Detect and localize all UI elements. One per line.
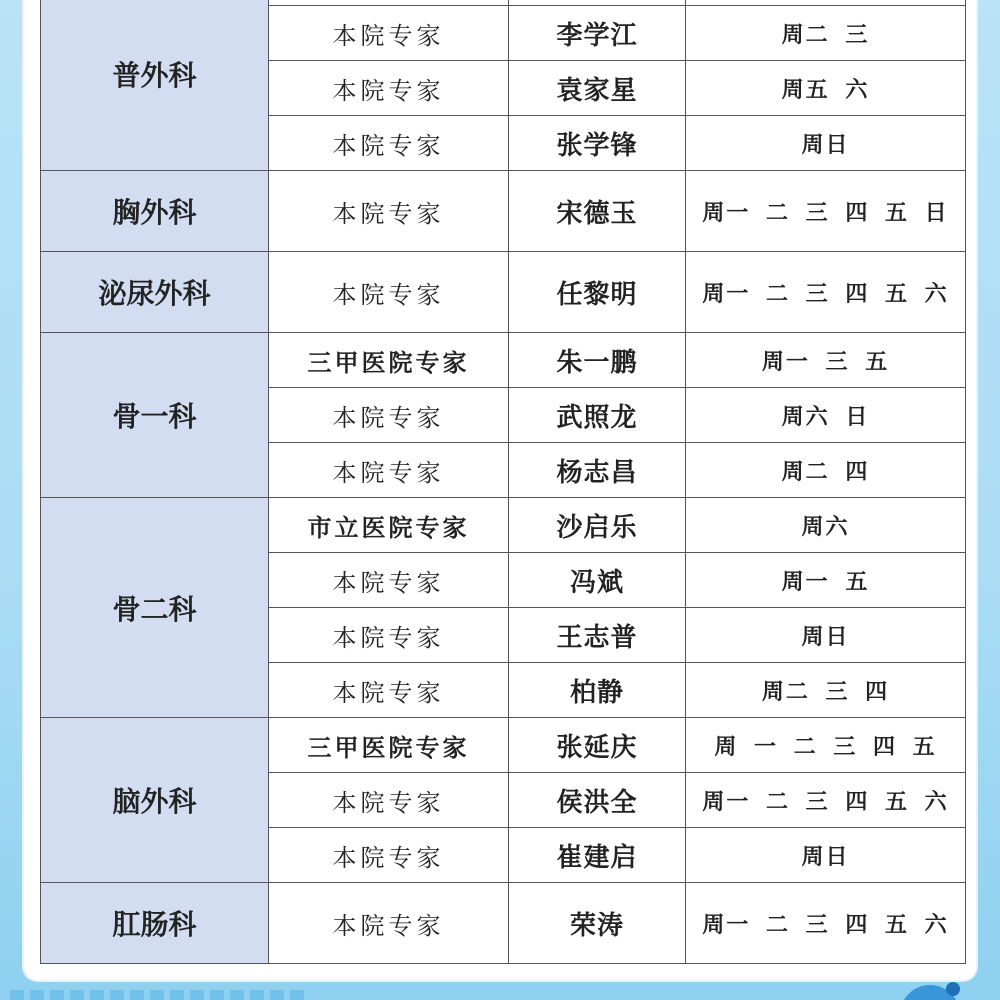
doctor-type-cell: 本院专家: [269, 663, 509, 718]
table-row: [41, 498, 966, 553]
department-cell: 泌尿外科: [41, 252, 269, 333]
corner-decoration-dot: [946, 982, 960, 996]
doctor-type-cell: 本院专家: [269, 171, 509, 252]
clinic-days-cell: 周一 三 五: [686, 333, 966, 388]
department-cell: 普外科: [41, 0, 269, 171]
clinic-days-cell: 周六 日: [686, 388, 966, 443]
clinic-days-cell: 周日: [686, 608, 966, 663]
doctor-name-cell: 张学锋: [509, 116, 686, 171]
doctor-type-cell: 市立医院专家: [269, 498, 509, 553]
doctor-name-cell: 王志普: [509, 608, 686, 663]
doctor-name-cell: 冯斌: [509, 553, 686, 608]
doctor-name-cell: 沙启乐: [509, 498, 686, 553]
department-cell: 骨二科: [41, 498, 269, 718]
doctor-name-cell: 武照龙: [509, 388, 686, 443]
clinic-days-cell: 周二 四: [686, 443, 966, 498]
doctor-name-cell: 李学江: [509, 6, 686, 61]
clinic-days-cell: 周一 二 三 四 五 六: [686, 883, 966, 964]
doctor-type-cell: 三甲医院专家: [269, 333, 509, 388]
clinic-days-cell: 周一 二 三 四 五 日: [686, 171, 966, 252]
clinic-days-cell: 周日: [686, 828, 966, 883]
footer-decoration: [10, 990, 310, 1000]
doctor-type-cell: 本院专家: [269, 388, 509, 443]
clinic-days-cell: 周 一 二 三 四 五: [686, 718, 966, 773]
doctor-type-cell: 本院专家: [269, 773, 509, 828]
table-row: [41, 252, 966, 333]
clinic-days-cell: 周六: [686, 498, 966, 553]
doctor-type-cell: 本院专家: [269, 6, 509, 61]
doctor-name-cell: 荣涛: [509, 883, 686, 964]
doctor-type-cell: 本院专家: [269, 828, 509, 883]
doctor-type-cell: 本院专家: [269, 553, 509, 608]
table-row: [41, 333, 966, 388]
clinic-days-cell: 周一 二 三 四 五 六: [686, 252, 966, 333]
clinic-days-cell: 周五 六: [686, 61, 966, 116]
table-row: [41, 171, 966, 252]
doctor-type-cell: 本院专家: [269, 443, 509, 498]
doctor-name-cell: 侯洪全: [509, 773, 686, 828]
doctor-name-cell: 朱一鹏: [509, 333, 686, 388]
doctor-name-cell: 宋德玉: [509, 171, 686, 252]
department-cell: 肛肠科: [41, 883, 269, 964]
doctor-name-cell: 张延庆: [509, 718, 686, 773]
clinic-days-cell: 周二 三: [686, 6, 966, 61]
clinic-days-cell: 周日: [686, 116, 966, 171]
table-row: [41, 883, 966, 964]
doctor-name-cell: 柏静: [509, 663, 686, 718]
doctor-name-cell: 任黎明: [509, 252, 686, 333]
doctor-name-cell: 崔建启: [509, 828, 686, 883]
doctor-type-cell: 三甲医院专家: [269, 718, 509, 773]
department-cell: 胸外科: [41, 171, 269, 252]
doctor-type-cell: 本院专家: [269, 61, 509, 116]
doctor-type-cell: 本院专家: [269, 883, 509, 964]
clinic-days-cell: 周一 二 三 四 五 六: [686, 773, 966, 828]
department-cell: 骨一科: [41, 333, 269, 498]
table-row: [41, 718, 966, 773]
doctor-type-cell: 本院专家: [269, 116, 509, 171]
clinic-days-cell: 周一 五: [686, 553, 966, 608]
doctor-name-cell: 袁家星: [509, 61, 686, 116]
doctor-type-cell: 本院专家: [269, 608, 509, 663]
doctor-type-cell: 本院专家: [269, 252, 509, 333]
doctor-name-cell: 杨志昌: [509, 443, 686, 498]
department-cell: 脑外科: [41, 718, 269, 883]
clinic-days-cell: 周二 三 四: [686, 663, 966, 718]
doctor-schedule-table: [40, 0, 966, 964]
